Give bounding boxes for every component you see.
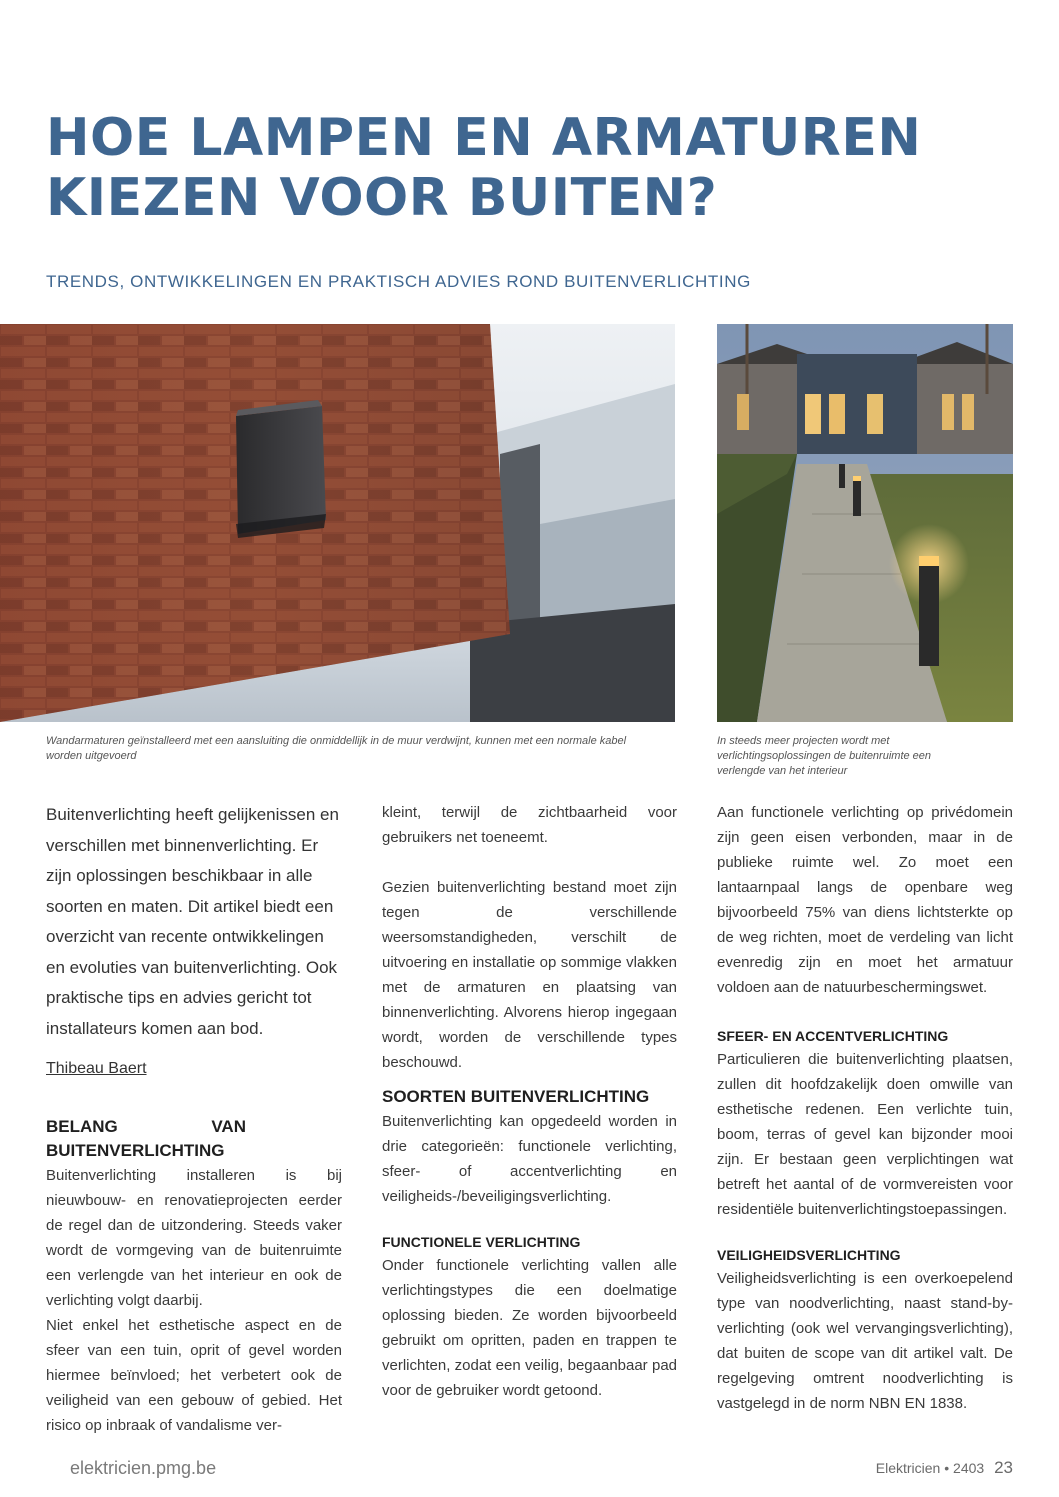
- section-heading-soorten: SOORTEN BUITENVERLICHTING: [382, 1087, 650, 1106]
- column-3: [717, 800, 1013, 1416]
- body-paragraph: Aan functionele verlichting op privédomein zijn geen eisen verbonden, maar in de publieke ruimte wel. Zo moet een lantaarnpaal langs de openbare weg bijvoorbeeld 75% van diens lichtsterkte op de weg richten, moet de verdeling van licht evenredig zijn en moet het armatuur voldoen aan de natuurbeschermingswet.: [717, 804, 1013, 996]
- photo-garden-path: [717, 324, 1013, 722]
- subheading-functionele: FUNCTIONELE VERLICHTING: [382, 1234, 581, 1250]
- body-paragraph: Veiligheidsverlichting is een overkoepelend type van noodverlichting, naast stand-by-verlichting (ook wel vervangingsverlichting), dat buiten de scope van dit artikel valt. De regelgeving omtrent noodverlichting is vastgelegd in de norm NBN EN 1838.: [717, 1270, 1013, 1412]
- section-heading-belang: BELANG VAN BUITENVERLICHTING: [46, 1117, 246, 1160]
- body-paragraph: Niet enkel het esthetische aspect en de sfeer van een tuin, oprit of gevel worden hiermee beïnvloed; het verbetert ook de veiligheid van een gebouw of gebied. Het risico op inbraak of vandalisme ver-: [46, 1317, 342, 1434]
- column-2: [382, 800, 677, 1403]
- body-paragraph: Buitenverlichting installeren is bij nieuwbouw- en renovatieprojecten eerder de regel dan de uitzondering. Steeds vaker wordt de vormgeving van de buitenruimte een verlengde van het interieur en ook de verlichting volgt daarbij.: [46, 1167, 342, 1309]
- body-paragraph: Particulieren die buitenverlichting plaatsen, zullen dit hoofdzakelijk doen omwille van esthetische redenen. Een verlichte tuin, boom, terras of gevel kan bijzonder mooi zijn. Er bestaan geen verplichtingen wat betreft het aantal of de vormvereisten voor residentiële buitenverlichtingstoepassingen.: [717, 1051, 1013, 1218]
- article-subtitle: TRENDS, ONTWIKKELINGEN EN PRAKTISCH ADVIES ROND BUITENVERLICHTING: [46, 272, 751, 291]
- body-paragraph: Gezien buitenverlichting bestand moet zijn tegen de verschillende weersomstandigheden, verschilt de uitvoering en installatie op sommige vlakken met de armaturen en plaatsing van binnenverlichting. Alvorens hierop ingegaan wordt, worden de verschillende types beschouwd.: [382, 879, 677, 1071]
- magazine-name: Elektricien: [875, 1460, 941, 1476]
- separator-bullet: •: [944, 1460, 950, 1476]
- title-line-1: HOE LAMPEN EN ARMATUREN: [46, 108, 922, 168]
- issue-number: 2403: [953, 1460, 985, 1476]
- caption-left: Wandarmaturen geïnstalleerd met een aansluiting die onmiddellijk in de muur verdwijnt, kunnen met een normale kabel worden uitgevoerd: [46, 735, 627, 762]
- footer-issue-info: [876, 1458, 1013, 1478]
- body-paragraph: Buitenverlichting kan opgedeeld worden in drie categorieën: functionele verlichting, sfeer- of accentverlichting en veiligheids-/beveiligingsverlichting.: [382, 1113, 677, 1205]
- subheading-sfeer: SFEER- EN ACCENTVERLICHTING: [717, 1028, 949, 1044]
- subheading-veiligheid: VEILIGHEIDSVERLICHTING: [717, 1247, 901, 1263]
- title-line-2: KIEZEN VOOR BUITEN?: [46, 168, 718, 228]
- footer-website-link[interactable]: elektricien.pmg.be: [70, 1458, 217, 1478]
- column-1: [46, 800, 342, 1438]
- body-paragraph: kleint, terwijl de zichtbaarheid voor gebruikers net toeneemt.: [382, 804, 677, 846]
- page-number: 23: [994, 1458, 1013, 1477]
- caption-right: In steeds meer projecten wordt met verlichtingsoplossingen de buitenruimte een verlengde van het interieur: [717, 735, 932, 777]
- body-paragraph: Onder functionele verlichting vallen alle verlichtingstypes die een doelmatige oplossing bieden. Ze worden bijvoorbeeld gebruikt om opritten, paden en trappen te verlichten, zodat een veilig, begaanbaar pad voor de gebruiker wordt getoond.: [382, 1257, 677, 1399]
- lead-paragraph: Buitenverlichting heeft gelijkenissen en verschillen met binnenverlichting. Er zijn oplossingen beschikbaar in alle soorten en maten. Dit artikel biedt een overzicht van recente ontwikkelingen en evoluties van buitenverlichting. Ook praktische tips en advies gericht tot installateurs komen aan bod.: [46, 805, 339, 1038]
- author-name: Thibeau Baert: [46, 1060, 147, 1077]
- photo-wall-luminaire: [0, 324, 675, 722]
- article-title: [46, 108, 1026, 228]
